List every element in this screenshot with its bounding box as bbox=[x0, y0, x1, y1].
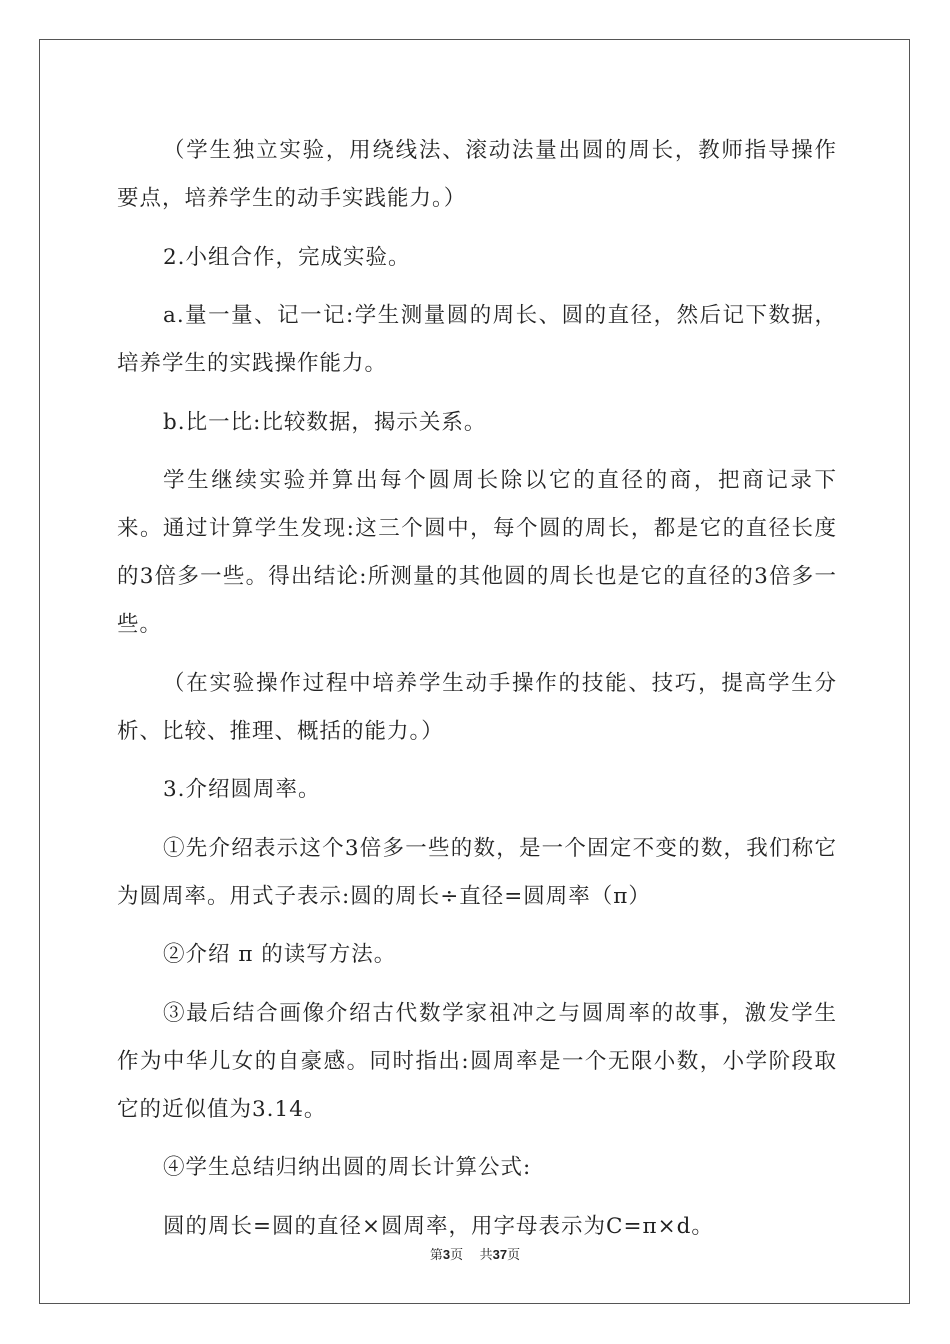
page-label-prefix: 第 bbox=[429, 1248, 443, 1263]
paragraph: b.比一比:比较数据，揭示关系。 bbox=[163, 409, 487, 435]
paragraph: 3.介绍圆周率。 bbox=[163, 777, 321, 802]
document-body bbox=[117, 127, 837, 1261]
total-label-prefix: 共 bbox=[479, 1248, 493, 1263]
paragraph: 圆的周长=圆的直径×圆周率，用字母表示为C=π×d。 bbox=[163, 1213, 714, 1239]
paragraph: a.量一量、记一记:学生测量圆的周长、圆的直径，然后记下数据，培养学生的实践操作能力。 bbox=[117, 303, 837, 376]
paragraph: ②介绍 π 的读写方法。 bbox=[163, 942, 397, 967]
paragraph: ①先介绍表示这个3倍多一些的数，是一个固定不变的数，我们称它为圆周率。用式子表示:圆的周长÷直径=圆周率（π） bbox=[117, 835, 837, 909]
paragraph: （学生独立实验，用绕线法、滚动法量出圆的周长，教师指导操作要点，培养学生的动手实践能力。） bbox=[117, 138, 837, 211]
page-label-suffix: 页 bbox=[450, 1248, 464, 1263]
total-pages: 37 bbox=[492, 1247, 508, 1262]
page-number: 3 bbox=[442, 1247, 451, 1262]
paragraph: ③最后结合画像介绍古代数学家祖冲之与圆周率的故事，激发学生作为中华儿女的自豪感。同时指出:圆周率是一个无限小数，小学阶段取它的近似值为3.14。 bbox=[117, 1000, 837, 1122]
page-footer bbox=[0, 1244, 950, 1263]
paragraph: 2.小组合作，完成实验。 bbox=[163, 244, 411, 270]
total-label-suffix: 页 bbox=[507, 1248, 521, 1263]
paragraph: 学生继续实验并算出每个圆周长除以它的直径的商，把商记录下来。通过计算学生发现:这三个圆中，每个圆的周长，都是它的直径长度的3倍多一些。得出结论:所测量的其他圆的周长也是它的直径的3倍多一些。 bbox=[117, 468, 837, 637]
paragraph: ④学生总结归纳出圆的周长计算公式: bbox=[163, 1155, 532, 1180]
paragraph: （在实验操作过程中培养学生动手操作的技能、技巧，提高学生分析、比较、推理、概括的能力。） bbox=[117, 670, 837, 744]
